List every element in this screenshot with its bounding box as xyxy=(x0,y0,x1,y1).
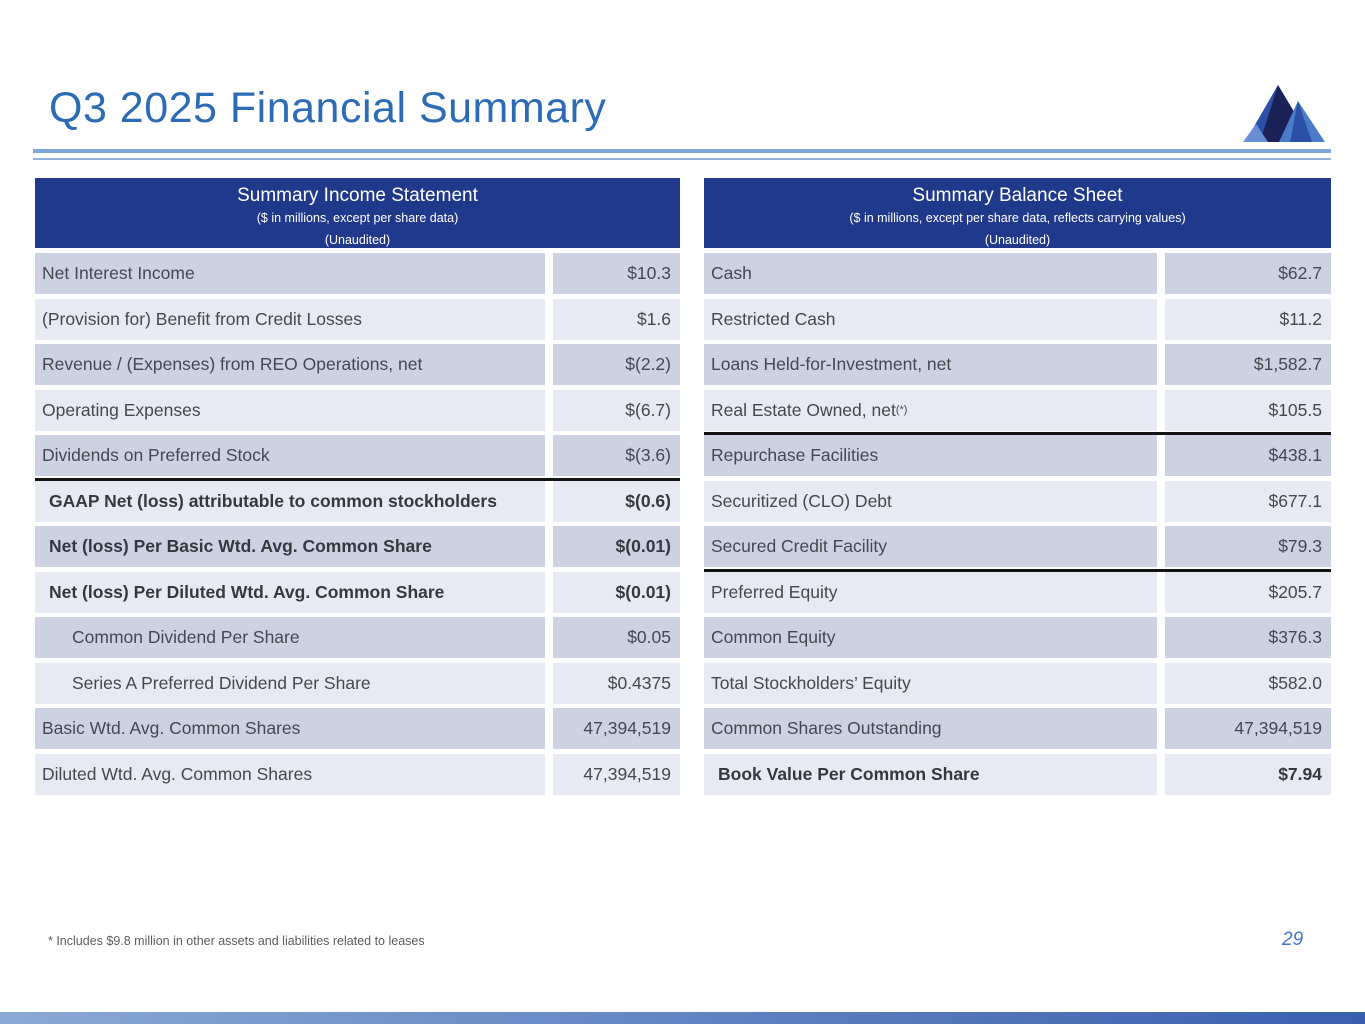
row-label: Net (loss) Per Basic Wtd. Avg. Common Share xyxy=(35,526,545,567)
income-table-title: Summary Income Statement xyxy=(237,185,478,206)
row-label: (Provision for) Benefit from Credit Losses xyxy=(35,299,545,340)
table-row xyxy=(35,390,680,431)
row-label: Restricted Cash xyxy=(704,299,1157,340)
income-table-unaudited: (Unaudited) xyxy=(324,233,391,247)
row-value: $105.5 xyxy=(1165,390,1331,431)
table-row xyxy=(704,253,1331,294)
income-table-rows xyxy=(35,253,680,795)
title-rule-thick xyxy=(33,149,1331,153)
row-label: Common Shares Outstanding xyxy=(704,708,1157,749)
balance-table-header xyxy=(704,178,1331,248)
table-row xyxy=(35,572,680,613)
balance-table-rows xyxy=(704,253,1331,795)
row-value: $11.2 xyxy=(1165,299,1331,340)
table-row xyxy=(35,299,680,340)
table-row xyxy=(35,526,680,567)
table-row xyxy=(704,572,1331,613)
table-row xyxy=(704,390,1331,431)
row-value: $438.1 xyxy=(1165,435,1331,476)
row-value: $10.3 xyxy=(553,253,680,294)
row-label: Revenue / (Expenses) from REO Operations, net xyxy=(35,344,545,385)
row-label: Real Estate Owned, net (*) xyxy=(704,390,1157,431)
row-value: $(0.01) xyxy=(553,572,680,613)
income-statement-table xyxy=(35,178,680,799)
table-row xyxy=(704,663,1331,704)
row-value: $(3.6) xyxy=(553,435,680,476)
row-value: $79.3 xyxy=(1165,526,1331,567)
row-label: GAAP Net (loss) attributable to common stockholders xyxy=(35,481,545,522)
table-row xyxy=(704,526,1331,567)
row-value: $0.05 xyxy=(553,617,680,658)
mountain-logo-icon xyxy=(1238,84,1332,148)
row-label: Common Dividend Per Share xyxy=(35,617,545,658)
table-row xyxy=(35,663,680,704)
row-value: $582.0 xyxy=(1165,663,1331,704)
row-label: Securitized (CLO) Debt xyxy=(704,481,1157,522)
row-label: Common Equity xyxy=(704,617,1157,658)
row-label: Book Value Per Common Share xyxy=(704,754,1157,795)
row-value: 47,394,519 xyxy=(1165,708,1331,749)
page-number: 29 xyxy=(1282,929,1304,950)
row-label: Diluted Wtd. Avg. Common Shares xyxy=(35,754,545,795)
table-row xyxy=(704,617,1331,658)
balance-table-subtitle: ($ in millions, except per share data, reflects carrying values) xyxy=(849,211,1186,225)
row-value: $677.1 xyxy=(1165,481,1331,522)
row-value: $205.7 xyxy=(1165,572,1331,613)
balance-table-unaudited: (Unaudited) xyxy=(984,233,1051,247)
bottom-accent-bar xyxy=(0,1012,1365,1024)
balance-sheet-table xyxy=(704,178,1331,799)
row-value: $1,582.7 xyxy=(1165,344,1331,385)
row-label: Preferred Equity xyxy=(704,572,1157,613)
row-label: Series A Preferred Dividend Per Share xyxy=(35,663,545,704)
row-label: Repurchase Facilities xyxy=(704,435,1157,476)
table-row xyxy=(704,481,1331,522)
table-row xyxy=(704,435,1331,476)
table-row xyxy=(35,754,680,795)
table-row xyxy=(35,481,680,522)
row-value: $7.94 xyxy=(1165,754,1331,795)
row-value: 47,394,519 xyxy=(553,754,680,795)
table-row xyxy=(704,344,1331,385)
row-value: 47,394,519 xyxy=(553,708,680,749)
table-row xyxy=(704,754,1331,795)
row-label: Net (loss) Per Diluted Wtd. Avg. Common Share xyxy=(35,572,545,613)
row-label: Total Stockholders’ Equity xyxy=(704,663,1157,704)
row-label-text: Real Estate Owned, net xyxy=(711,399,896,420)
row-label: Net Interest Income xyxy=(35,253,545,294)
row-label: Cash xyxy=(704,253,1157,294)
balance-table-title: Summary Balance Sheet xyxy=(912,185,1123,206)
table-row xyxy=(35,617,680,658)
table-row xyxy=(704,299,1331,340)
row-value: $(6.7) xyxy=(553,390,680,431)
income-table-header xyxy=(35,178,680,248)
row-label: Operating Expenses xyxy=(35,390,545,431)
page-title: Q3 2025 Financial Summary xyxy=(49,84,607,132)
table-row xyxy=(35,344,680,385)
row-value: $(0.01) xyxy=(553,526,680,567)
title-rule-thin xyxy=(33,158,1331,160)
table-row xyxy=(35,435,680,476)
row-value: $0.4375 xyxy=(553,663,680,704)
row-value: $(0.6) xyxy=(553,481,680,522)
row-label: Loans Held-for-Investment, net xyxy=(704,344,1157,385)
row-value: $(2.2) xyxy=(553,344,680,385)
row-value: $62.7 xyxy=(1165,253,1331,294)
table-row xyxy=(35,253,680,294)
row-label: Secured Credit Facility xyxy=(704,526,1157,567)
row-label: Basic Wtd. Avg. Common Shares xyxy=(35,708,545,749)
table-row xyxy=(35,708,680,749)
footnote: * Includes $9.8 million in other assets and liabilities related to leases xyxy=(48,934,425,948)
table-row xyxy=(704,708,1331,749)
row-value: $376.3 xyxy=(1165,617,1331,658)
row-label: Dividends on Preferred Stock xyxy=(35,435,545,476)
income-table-subtitle: ($ in millions, except per share data) xyxy=(256,211,459,225)
row-value: $1.6 xyxy=(553,299,680,340)
